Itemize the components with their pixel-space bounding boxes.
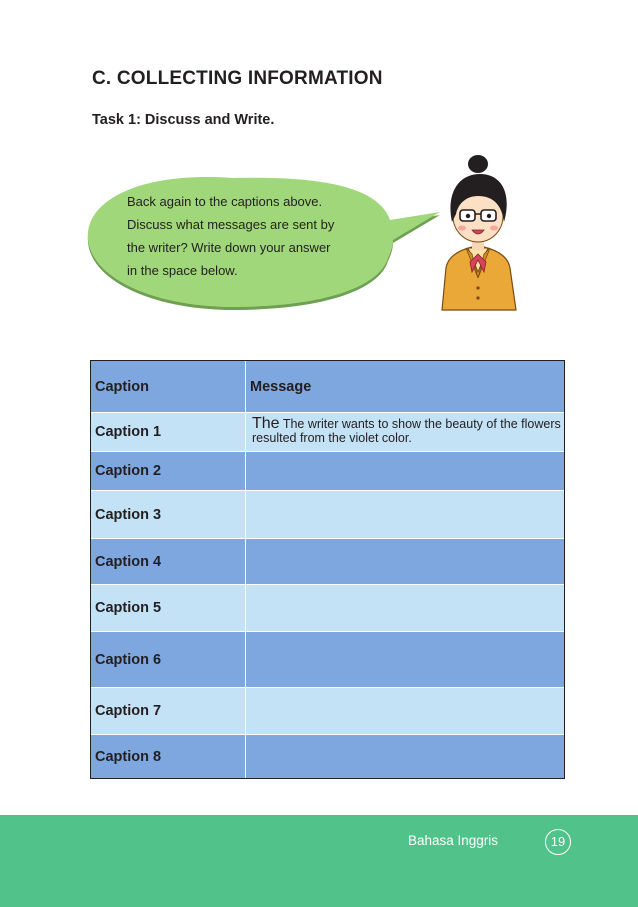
caption-message-table (90, 360, 566, 780)
task-title: Task 1: Discuss and Write. (92, 112, 275, 128)
bubble-line: Back again to the captions above. (127, 194, 323, 209)
row-caption: Caption 3 (91, 491, 246, 539)
table-row (91, 632, 566, 688)
footer-bar (0, 815, 638, 907)
table-row (91, 413, 566, 452)
row-message[interactable] (246, 585, 566, 632)
bubble-line: in the space below. (127, 263, 238, 278)
row-caption: Caption 1 (91, 413, 246, 452)
footer-book-title: Bahasa Inggris (408, 833, 499, 848)
row-message[interactable] (246, 539, 566, 585)
row-caption: Caption 7 (91, 688, 246, 735)
message-text: The writer wants to show the beauty of the flowers resulted from the violet color. (252, 417, 561, 445)
header-message: Message (246, 361, 566, 413)
bubble-line: the writer? Write down your answer (127, 240, 331, 255)
table-row (91, 688, 566, 735)
section-title: C. COLLECTING INFORMATION (92, 68, 383, 89)
teacher-illustration (428, 150, 528, 312)
row-caption: Caption 2 (91, 452, 246, 491)
message-prefix: The (252, 415, 280, 432)
row-caption: Caption 6 (91, 632, 246, 688)
header-caption: Caption (91, 361, 246, 413)
row-message[interactable] (246, 491, 566, 539)
row-caption: Caption 8 (91, 735, 246, 780)
bubble-line: Discuss what messages are sent by (127, 217, 335, 232)
page-number: 19 (545, 829, 571, 855)
row-message[interactable] (246, 632, 566, 688)
row-message[interactable] (246, 688, 566, 735)
bubble-text (127, 190, 377, 282)
table-row (91, 539, 566, 585)
table-row (91, 452, 566, 491)
row-caption: Caption 5 (91, 585, 246, 632)
row-message[interactable] (246, 413, 566, 452)
table-header-row (91, 361, 566, 413)
row-message[interactable] (246, 735, 566, 780)
table-row (91, 735, 566, 780)
table-row (91, 585, 566, 632)
row-caption: Caption 4 (91, 539, 246, 585)
row-message[interactable] (246, 452, 566, 491)
table-row (91, 491, 566, 539)
